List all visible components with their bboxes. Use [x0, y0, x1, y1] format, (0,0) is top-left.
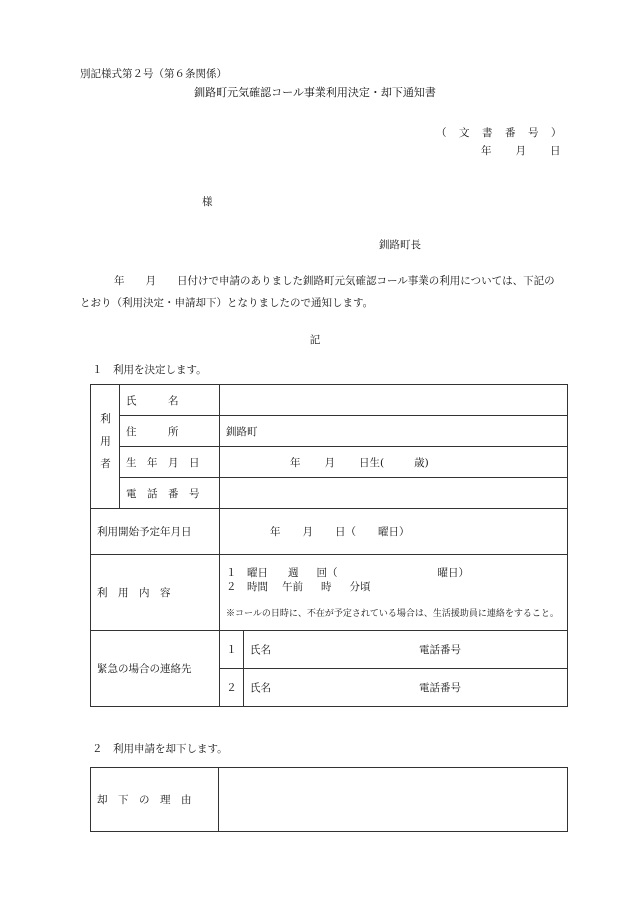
content-time-line: ２ 時間 午前 時 分頃	[226, 581, 371, 593]
section2-heading: ２ 利用申請を却下します。	[92, 743, 228, 755]
rejection-table	[90, 767, 568, 832]
sender-name: 釧路町長	[379, 239, 421, 251]
emergency-label: 緊急の場合の連絡先	[91, 631, 220, 707]
content-field[interactable]	[220, 555, 568, 631]
notice-paragraph: 年 月 日付けで申請のありました釧路町元気確認コール事業の利用については、下記のとおり（利用決定・申請却下）となりましたので通知します。	[80, 275, 555, 309]
ki-heading: 記	[309, 334, 321, 346]
emergency-contact-1[interactable]	[244, 631, 568, 669]
content-label: 利 用 内 容	[91, 555, 220, 631]
form-reference: 別記様式第２号（第６条関係）	[80, 68, 227, 80]
start-day: 日（	[335, 526, 356, 538]
emergency-phone-label-2: 電話番号	[419, 682, 461, 694]
start-date-field[interactable]	[220, 509, 568, 555]
address-field[interactable]	[220, 416, 568, 447]
emergency-phone-label-1: 電話番号	[419, 644, 461, 656]
addressee-suffix: 様	[202, 196, 213, 208]
name-field[interactable]	[220, 385, 568, 416]
emergency-contact-2[interactable]	[244, 669, 568, 707]
emergency-num-1: １	[220, 631, 244, 669]
birth-month: 月	[324, 456, 335, 469]
birth-age: 歳)	[414, 456, 429, 469]
issue-date	[481, 143, 561, 158]
birth-field[interactable]	[220, 447, 568, 478]
document-number: （ 文 書 番 号 ）	[436, 127, 563, 139]
emergency-name-label-1: 氏名	[250, 644, 271, 656]
start-weekday: 曜日）	[378, 526, 410, 538]
rejection-reason-label: 却 下 の 理 由	[91, 768, 219, 832]
emergency-name-label-2: 氏名	[250, 682, 271, 694]
start-year: 年	[270, 526, 281, 538]
issue-date-year: 年	[481, 145, 492, 157]
user-group-label: 利用者	[91, 385, 120, 509]
address-value: 釧路町	[226, 425, 258, 438]
issue-date-month: 月	[515, 145, 526, 157]
start-month: 月	[302, 526, 313, 538]
document-title: 釧路町元気確認コール事業利用決定・却下通知書	[194, 86, 436, 99]
emergency-num-2: ２	[220, 669, 244, 707]
birth-year: 年	[290, 456, 301, 469]
content-note: ※コールの日時に、不在が予定されている場合は、生活援助員に連絡をすること。	[226, 609, 559, 619]
phone-field[interactable]	[220, 478, 568, 509]
content-weekday-line: １ 曜日 週 回（ 曜日）	[226, 567, 469, 579]
name-label: 氏 名	[120, 385, 220, 416]
rejection-reason-field[interactable]	[219, 768, 568, 832]
start-date-label: 利用開始予定年月日	[91, 509, 220, 555]
phone-label: 電 話 番 号	[120, 478, 220, 509]
decision-table	[90, 384, 568, 707]
birth-label: 生 年 月 日	[120, 447, 220, 478]
issue-date-day: 日	[550, 145, 561, 157]
section1-heading: １ 利用を決定します。	[92, 364, 207, 376]
birth-day: 日生(	[359, 456, 385, 469]
address-label: 住 所	[120, 416, 220, 447]
